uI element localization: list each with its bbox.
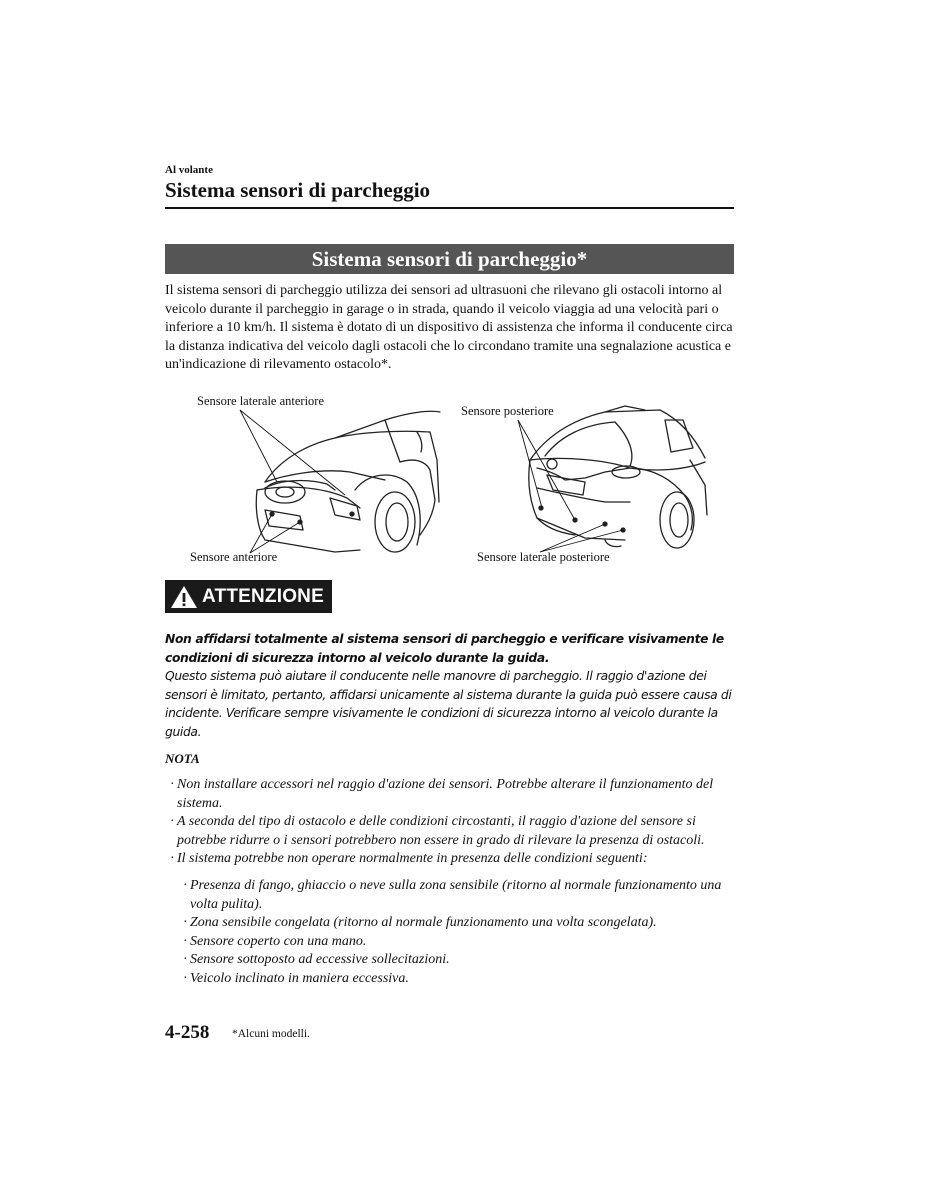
nota-sub-item: · Veicolo inclinato in maniera eccessiva.	[165, 970, 737, 989]
nota-sub-item: · Sensore sottoposto ad eccessive sollecitazioni.	[165, 951, 737, 970]
warning-body	[165, 630, 735, 742]
label-rear-sensor: Sensore posteriore	[461, 404, 554, 418]
page-number: 4-258	[165, 1022, 210, 1043]
warning-banner	[165, 580, 332, 613]
label-rear-side-sensor: Sensore laterale posteriore	[477, 550, 610, 564]
rear-car-drawing	[529, 406, 707, 548]
car-line-drawings	[185, 390, 715, 570]
nota-item: · A seconda del tipo di ostacolo e delle condizioni circostanti, il raggio d'azione del sensore si potrebbe ridurre o i sensori potrebbero non essere in grado di rilevare la presenza di ostacoli.	[165, 813, 737, 850]
nota-label: NOTA	[165, 751, 200, 766]
heading-rule	[165, 207, 734, 209]
label-front-sensor: Sensore anteriore	[190, 550, 278, 564]
nota-item: · Non installare accessori nel raggio d'azione dei sensori. Potrebbe alterare il funzionamento del sistema.	[165, 776, 737, 813]
front-car-drawing	[256, 411, 440, 552]
nota-item: · Il sistema potrebbe non operare normalmente in presenza delle condizioni seguenti:	[165, 850, 737, 869]
warning-label: ATTENZIONE	[202, 585, 324, 607]
warning-text: Questo sistema può aiutare il conducente nelle manovre di parcheggio. Il raggio d'azione dei sensori è limitato, pertanto, affidarsi unicamente al sistema durante la guida può essere causa di incidente. Verificare sempre visivamente le condizioni di sicurezza intorno al veicolo durante la guida.	[165, 669, 732, 739]
page-heading: Sistema sensori di parcheggio	[165, 178, 431, 202]
section-label: Al volante	[165, 164, 213, 176]
warning-triangle-icon	[170, 584, 198, 610]
label-front-side-sensor: Sensore laterale anteriore	[197, 394, 325, 408]
intro-paragraph: Il sistema sensori di parcheggio utilizza dei sensori ad ultrasuoni che rilevano gli ostacoli intorno al veicolo durante il parcheggio in garage o in strada, quando il veicolo viaggia ad una velocità pari o inferiore a 10 km/h. Il sistema è dotato di un dispositivo di assistenza che informa il conducente circa la distanza indicativa del veicolo dagli ostacoli che lo circondano tramite una segnalazione acustica e un'indicazione di rilevamento ostacolo*.	[165, 283, 733, 373]
nota-sub-item: · Presenza di fango, ghiaccio o neve sulla zona sensibile (ritorno al normale funzionamento una volta pulita).	[165, 877, 737, 914]
footnote: *Alcuni modelli.	[232, 1028, 310, 1040]
nota-sub-list	[165, 877, 737, 989]
warning-bold-text: Non affidarsi totalmente al sistema sensori di parcheggio e verificare visivamente le condizioni di sicurezza intorno al veicolo durante la guida.	[165, 632, 724, 665]
nota-sub-item: · Zona sensibile congelata (ritorno al normale funzionamento una volta scongelata).	[165, 914, 737, 933]
nota-sub-item: · Sensore coperto con una mano.	[165, 933, 737, 952]
parking-sensor-illustration	[185, 390, 715, 570]
section-title-bar: Sistema sensori di parcheggio*	[165, 244, 734, 274]
nota-list	[165, 776, 737, 989]
